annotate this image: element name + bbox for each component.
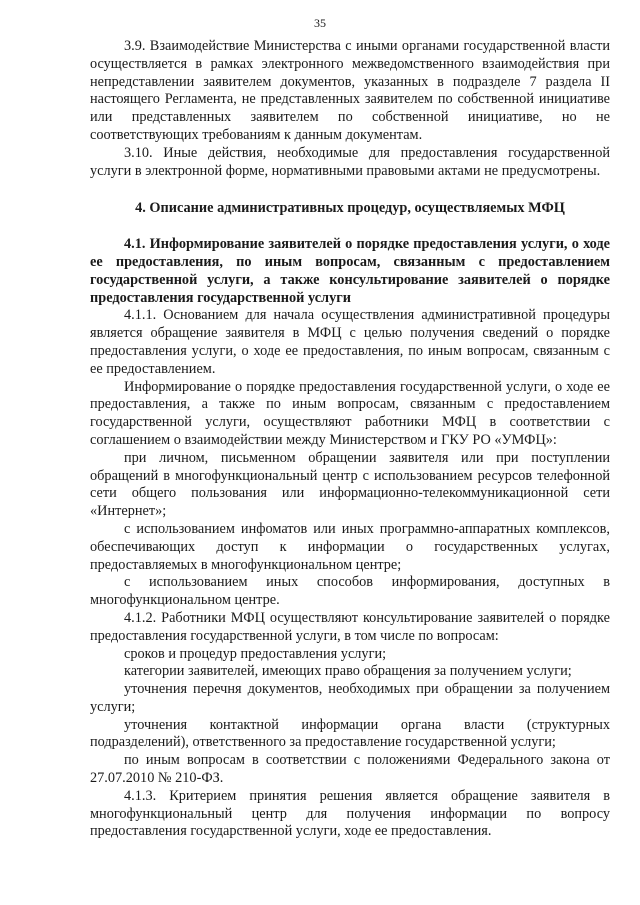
paragraph-infomats: с использованием инфоматов или иных программно-аппаратных комплексов, обеспечивающих доступ к информации о государственных услугах, предоставляемых в многофункциональном центре; (90, 520, 610, 573)
list-item-terms: сроков и процедур предоставления услуги; (124, 645, 387, 662)
paragraph-other-methods: с использованием иных способов информирования, доступных в многофункциональном центре. (90, 574, 610, 609)
paragraph-3-10: 3.10. Иные действия, необходимые для предоставления государственной услуги в электронной форме, нормативными правовыми актами не предусмотрены. (90, 144, 610, 179)
subsection-4-1-heading: 4.1. Информирование заявителей о порядке предоставления услуги, о ходе ее предоставления, по иным вопросам, связанным с предоставлением государственной услуги, а также консультирование заявителей о порядке предоставления государственной услуги (90, 236, 610, 306)
list-item-contacts: уточнения контактной информации органа власти (структурных подразделений), ответственного за предоставление государственной услуги; (90, 716, 610, 751)
paragraph-3-9: 3.9. Взаимодействие Министерства с иными органами государственной власти осуществляется в рамках электронного межведомственного взаимодействия при непредставлении заявителем документов, указанных в подразделе 7 раздела II настоящего Регламента, не представленных заявителем по собственной инициативе или представленных заявителем по собственной инициативе, но не соответствующих требованиям к данным документам. (90, 38, 610, 143)
spacer (90, 180, 610, 200)
paragraph-4-1-2: 4.1.2. Работники МФЦ осуществляют консультирование заявителей о порядке предоставления государственной услуги, в том числе по вопросам: (90, 609, 610, 644)
document-body (90, 38, 610, 841)
section-4-heading: 4. Описание административных процедур, осуществляемых МФЦ (135, 200, 565, 217)
paragraph-4-1-1: 4.1.1. Основанием для начала осуществления административной процедуры является обращение заявителя в МФЦ с целью получения сведений о порядке предоставления услуги, о ходе ее предоставления, по иным вопросам, связанным с ее предоставлением. (90, 307, 610, 377)
spacer (90, 218, 610, 236)
list-item-documents: уточнения перечня документов, необходимых при обращении за получением услуги; (90, 681, 610, 715)
list-item-categories: категории заявителей, имеющих право обращения за получением услуги; (124, 663, 572, 680)
page-number: 35 (314, 16, 326, 30)
paragraph-4-1-3: 4.1.3. Критерием принятия решения является обращение заявителя в многофункциональный центр для получения информации по вопросу предоставления государственной услуги, ходе ее предоставления. (90, 787, 610, 840)
list-item-other-questions: по иным вопросам в соответствии с положениями Федерального закона от 27.07.2010 № 210-ФЗ. (90, 752, 610, 787)
paragraph-informing: Информирование о порядке предоставления государственной услуги, о ходе ее предоставления, а также по иным вопросам, связанным с предоставлением государственной услуги, осуществляют работники МФЦ в соответствии с соглашением о взаимодействии между Министерством и ГКУ РО «УМФЦ»: (90, 378, 610, 448)
paragraph-personal-appeal: при личном, письменном обращении заявителя или при поступлении обращений в многофункциональный центр с использованием ресурсов телефонной сети общего пользования или информационно-телекоммуникационной сети «Интернет»; (90, 449, 610, 520)
